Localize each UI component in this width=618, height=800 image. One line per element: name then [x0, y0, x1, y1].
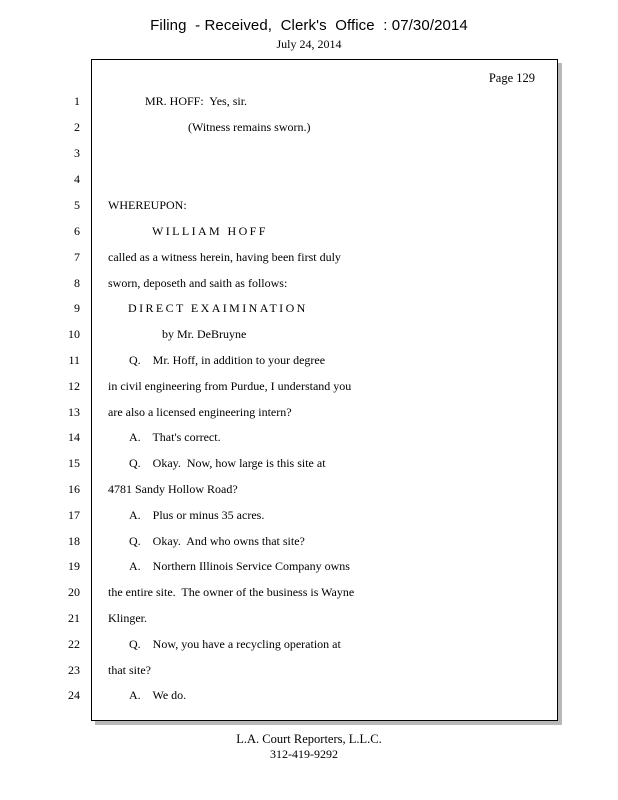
transcript-line: MR. HOFF: Yes, sir.	[145, 94, 248, 108]
line-number: 11	[68, 353, 80, 367]
transcript-line: the entire site. The owner of the business is Wayne	[108, 585, 355, 599]
line-number: 9	[74, 301, 80, 315]
line-number: 18	[68, 534, 80, 548]
line-number: 16	[68, 482, 80, 496]
line-number: 12	[68, 379, 80, 393]
question-line: Q. Okay. And who owns that site?	[129, 534, 305, 548]
line-number: 24	[68, 688, 80, 702]
line-number: 17	[68, 508, 80, 522]
transcript-line: Klinger.	[108, 611, 147, 625]
line-number: 1	[74, 94, 80, 108]
filing-stamp: Filing - Received, Clerk's Office : 07/30/2014	[150, 17, 468, 34]
examination-heading: DIRECT EXAIMINATION	[128, 301, 308, 315]
line-number: 20	[68, 585, 80, 599]
line-number: 23	[68, 663, 80, 677]
question-line: Q. Mr. Hoff, in addition to your degree	[129, 353, 326, 367]
line-number: 22	[68, 637, 80, 651]
line-number: 7	[74, 250, 80, 264]
transcript-line: 4781 Sandy Hollow Road?	[108, 482, 238, 496]
line-number: 21	[68, 611, 80, 625]
line-number: 6	[74, 224, 80, 238]
reporter-name: L.A. Court Reporters, L.L.C.	[236, 732, 382, 746]
line-number: 2	[74, 120, 80, 134]
transcript-line: called as a witness herein, having been first duly	[108, 250, 341, 264]
line-number: 15	[68, 456, 80, 470]
transcript-line: WHEREUPON:	[108, 198, 187, 212]
line-number: 10	[68, 327, 80, 341]
answer-line: A. We do.	[129, 688, 187, 702]
line-number: 13	[68, 405, 80, 419]
line-number: 3	[74, 146, 80, 160]
witness-name: WILLIAM HOFF	[152, 224, 268, 238]
reporter-phone: 312-419-9292	[270, 747, 338, 761]
transcript-line: in civil engineering from Purdue, I understand you	[108, 379, 352, 393]
question-line: Q. Now, you have a recycling operation at	[129, 637, 341, 651]
transcript-line: sworn, deposeth and saith as follows:	[108, 276, 288, 290]
line-number: 8	[74, 276, 80, 290]
answer-line: A. Plus or minus 35 acres.	[129, 508, 265, 522]
answer-line: A. Northern Illinois Service Company owns	[129, 559, 350, 573]
transcript-line: are also a licensed engineering intern?	[108, 405, 292, 419]
line-number: 19	[68, 559, 80, 573]
line-number: 14	[68, 430, 80, 444]
transcript-line: by Mr. DeBruyne	[162, 327, 247, 341]
transcript-date: July 24, 2014	[276, 37, 342, 51]
question-line: Q. Okay. Now, how large is this site at	[129, 456, 326, 470]
answer-line: A. That's correct.	[129, 430, 221, 444]
transcript-line: (Witness remains sworn.)	[188, 120, 311, 134]
page-number: Page 129	[488, 71, 535, 85]
transcript-line: that site?	[108, 663, 151, 677]
line-number: 5	[74, 198, 80, 212]
line-number: 4	[74, 172, 80, 186]
